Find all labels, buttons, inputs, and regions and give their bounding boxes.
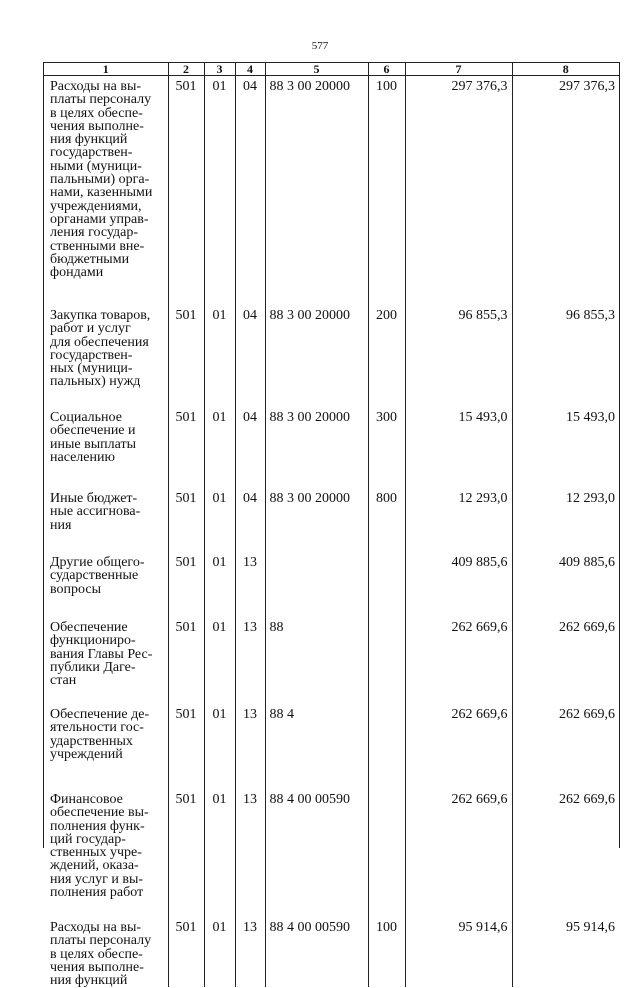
table-row — [44, 539, 619, 604]
cell-amount-2: 297 376,3 — [512, 76, 619, 293]
page-number: 577 — [311, 40, 329, 52]
cell-target-article: 88 4 — [265, 691, 368, 776]
column-header: 1 — [44, 63, 168, 76]
cell-amount-1: 262 669,6 — [405, 604, 512, 691]
table-row — [44, 76, 619, 293]
cell-subsection: 04 — [235, 292, 265, 394]
column-header: 4 — [235, 63, 265, 76]
cell-subsection: 13 — [235, 776, 265, 904]
cell-expense-type: 100 — [368, 76, 405, 293]
table-row — [44, 904, 619, 987]
cell-expense-type: 100 — [368, 904, 405, 987]
cell-amount-1: 297 376,3 — [405, 76, 512, 293]
cell-target-article: 88 4 00 00590 — [265, 904, 368, 987]
cell-amount-2: 262 669,6 — [512, 776, 619, 904]
cell-amount-1: 262 669,6 — [405, 776, 512, 904]
row-name: Закупка товаров, работ и услуг для обеспечения государствен- ных (муници- пальных) нужд — [50, 308, 151, 390]
cell-target-article — [265, 539, 368, 604]
cell-subsection: 13 — [235, 539, 265, 604]
cell-amount-2: 12 293,0 — [512, 475, 619, 539]
column-header: 6 — [368, 63, 405, 76]
table-row — [44, 292, 619, 394]
cell-ministry-code: 501 — [168, 904, 204, 987]
cell-section: 01 — [204, 292, 235, 394]
cell-ministry-code: 501 — [168, 604, 204, 691]
table-header-row — [44, 63, 619, 76]
cell-ministry-code: 501 — [168, 475, 204, 539]
cell-amount-2: 96 855,3 — [512, 292, 619, 394]
row-name: Иные бюджет- ные ассигнова- ния — [50, 491, 141, 533]
cell-amount-1: 409 885,6 — [405, 539, 512, 604]
cell-amount-1: 12 293,0 — [405, 475, 512, 539]
cell-section: 01 — [204, 604, 235, 691]
cell-amount-2: 262 669,6 — [512, 691, 619, 776]
cell-ministry-code: 501 — [168, 292, 204, 394]
cell-amount-1: 15 493,0 — [405, 394, 512, 475]
budget-table-container — [43, 62, 620, 988]
row-name: Расходы на вы- платы персоналу в целях обеспе- чения выполне- ния функций государствен- ными (муници- пальными) орга- нами, казенными учреждениями, органами управ- ления государ- ственными вне- бюджетными фондами — [50, 79, 153, 281]
cell-subsection: 13 — [235, 691, 265, 776]
budget-table — [44, 63, 619, 987]
row-name: Расходы на вы- платы персоналу в целях обеспе- чения выполне- ния функций — [50, 920, 152, 988]
cell-expense-type — [368, 776, 405, 904]
row-name: Другие общего- сударственные вопросы — [50, 555, 145, 597]
cell-amount-1: 262 669,6 — [405, 691, 512, 776]
cell-target-article: 88 3 00 20000 — [265, 475, 368, 539]
table-row — [44, 691, 619, 776]
column-header: 3 — [204, 63, 235, 76]
row-name: Обеспечение функциониро- вания Главы Рес- публики Даге- стан — [50, 620, 153, 689]
cell-expense-type — [368, 539, 405, 604]
cell-target-article: 88 3 00 20000 — [265, 76, 368, 293]
cell-amount-2: 15 493,0 — [512, 394, 619, 475]
table-row — [44, 394, 619, 475]
cell-target-article: 88 3 00 20000 — [265, 394, 368, 475]
cell-ministry-code: 501 — [168, 394, 204, 475]
cell-amount-2: 95 914,6 — [512, 904, 619, 987]
cell-target-article: 88 — [265, 604, 368, 691]
row-name: Финансовое обеспечение вы- полнения функ- ций государ- ственных учре- ждений, оказа- ния услуг и вы- полнения работ — [50, 792, 149, 901]
row-name: Обеспечение де- ятельности гос- ударственных учреждений — [50, 707, 150, 762]
cell-section: 01 — [204, 475, 235, 539]
cell-subsection: 13 — [235, 904, 265, 987]
cell-section: 01 — [204, 691, 235, 776]
cell-ministry-code: 501 — [168, 539, 204, 604]
cell-expense-type: 800 — [368, 475, 405, 539]
cell-section: 01 — [204, 76, 235, 293]
cell-subsection: 13 — [235, 604, 265, 691]
cell-expense-type: 300 — [368, 394, 405, 475]
cell-amount-1: 95 914,6 — [405, 904, 512, 987]
cell-ministry-code: 501 — [168, 776, 204, 904]
column-header: 5 — [265, 63, 368, 76]
column-header: 2 — [168, 63, 204, 76]
cell-target-article: 88 3 00 20000 — [265, 292, 368, 394]
cell-expense-type — [368, 604, 405, 691]
column-header: 7 — [405, 63, 512, 76]
table-row — [44, 776, 619, 904]
cell-section: 01 — [204, 539, 235, 604]
cell-expense-type — [368, 691, 405, 776]
cell-ministry-code: 501 — [168, 76, 204, 293]
cell-section: 01 — [204, 394, 235, 475]
column-header: 8 — [512, 63, 619, 76]
cell-expense-type: 200 — [368, 292, 405, 394]
cell-section: 01 — [204, 904, 235, 987]
cell-ministry-code: 501 — [168, 691, 204, 776]
table-row — [44, 604, 619, 691]
cell-target-article: 88 4 00 00590 — [265, 776, 368, 904]
cell-amount-2: 409 885,6 — [512, 539, 619, 604]
cell-section: 01 — [204, 776, 235, 904]
table-row — [44, 475, 619, 539]
cell-amount-1: 96 855,3 — [405, 292, 512, 394]
row-name: Социальное обеспечение и иные выплаты населению — [50, 410, 136, 465]
cell-subsection: 04 — [235, 475, 265, 539]
cell-amount-2: 262 669,6 — [512, 604, 619, 691]
cell-subsection: 04 — [235, 76, 265, 293]
cell-subsection: 04 — [235, 394, 265, 475]
